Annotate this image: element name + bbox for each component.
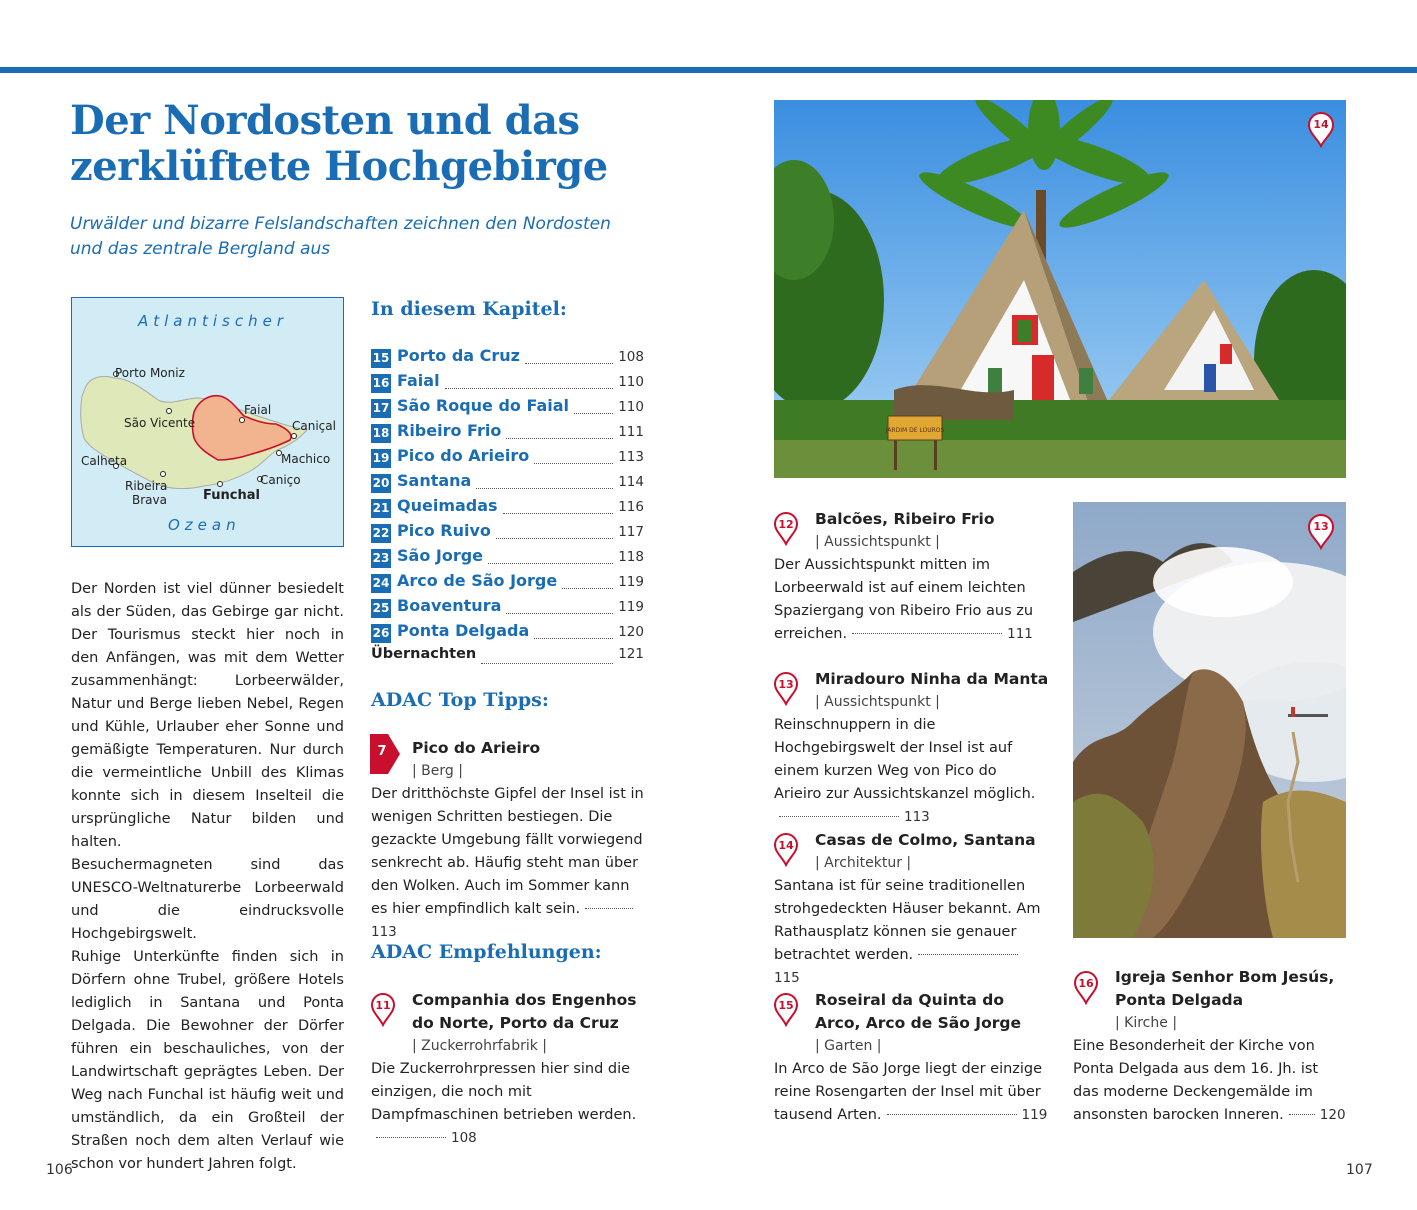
top-tipp-title: Pico do Arieiro xyxy=(412,739,541,757)
chapter-page: 111 xyxy=(618,424,644,440)
place-dot xyxy=(161,472,166,477)
recommendation-category: | Zuckerrohrfabrik | xyxy=(412,1038,548,1054)
chapter-number: 22 xyxy=(371,524,391,543)
sign-text: JARDIM DE LOUROS xyxy=(885,427,945,434)
chapter-label: Pico Ruivo xyxy=(397,521,491,540)
chapter-number: 16 xyxy=(371,374,391,393)
marker-number: 15 xyxy=(778,999,794,1012)
chapter-item[interactable] xyxy=(371,421,644,446)
place-label: Caniço xyxy=(260,473,301,487)
entry-description: Santana ist für seine traditionellen strohgedeckten Häuser bekannt. Am Rathausplatz können sie genauer betrachtet werden.115 xyxy=(774,878,1041,986)
page-subtitle: Urwälder und bizarre Felslandschaften zeichnen den Nordosten und das zentrale Bergland aus xyxy=(70,214,611,259)
entry-category: | Kirche | xyxy=(1115,1015,1178,1031)
recommendation-title: Companhia dos Engenhos do Norte, Porto da Cruz xyxy=(412,991,637,1032)
place-label: Caniçal xyxy=(292,419,336,433)
houses-illustration xyxy=(774,100,1346,478)
chapter-item[interactable] xyxy=(371,621,644,646)
chapter-label: Pico do Arieiro xyxy=(397,446,530,465)
chapter-number: 26 xyxy=(371,624,391,643)
chapter-number: 15 xyxy=(371,349,391,368)
chapter-number: 24 xyxy=(371,574,391,593)
leader-dots xyxy=(496,538,613,539)
place-dot xyxy=(167,409,172,414)
chapter-item[interactable] xyxy=(371,596,644,621)
chapter-label: São Roque do Faial xyxy=(397,396,570,415)
entry-description: Eine Besonderheit der Kirche von Ponta Delgada aus dem 16. Jh. ist das moderne Deckengemälde im ansonsten barocken Inneren. 120 xyxy=(1073,1038,1346,1123)
place-dot xyxy=(240,418,245,423)
chapter-label: Faial xyxy=(397,371,440,390)
chapter-item[interactable] xyxy=(371,496,644,521)
chapter-label: São Jorge xyxy=(397,546,484,565)
place-label: Porto Moniz xyxy=(115,366,185,380)
mountain-illustration xyxy=(1073,502,1346,938)
entry-title: Roseiral da Quinta do Arco, Arco de São Jorge xyxy=(815,991,1021,1032)
place-label: Faial xyxy=(244,403,272,417)
chapter-heading: In diesem Kapitel: xyxy=(371,298,567,320)
photo-casas-de-colmo xyxy=(774,100,1346,478)
page-number-left: 106 xyxy=(46,1162,73,1178)
chapter-page: 108 xyxy=(618,349,644,365)
entry-description: Reinschnuppern in die Hochgebirgswelt der Insel ist auf einem kurzen Weg von Pico do Arieiro zur Aussichtskanzel möglich.113 xyxy=(774,717,1036,825)
intro-paragraph: Ruhige Unterkünfte finden sich in Dörfern ohne Trubel, größere Hotels lediglich in Santana und Ponta Delgada. Die Bewohner der Dörfer führen ein beschauliches, von der Landwirtschaft geprägtes Leben. Der Weg nach Funchal ist häufig weit und umständlich, da ein Großteil der Straßen noch dem alten Verlauf wie schon vor hundert Jahren folgt. xyxy=(71,949,344,1172)
chapter-item[interactable] xyxy=(371,371,644,396)
top-tipp-category: | Berg | xyxy=(412,763,463,779)
chapter-number: 17 xyxy=(371,399,391,418)
entry-category: | Aussichtspunkt | xyxy=(815,534,940,550)
chapter-item[interactable] xyxy=(371,471,644,496)
leader-dots xyxy=(481,663,613,664)
marker-number: 13 xyxy=(1313,520,1329,533)
place-dot xyxy=(218,482,223,487)
chapter-number: 18 xyxy=(371,424,391,443)
entry-title: Casas de Colmo, Santana xyxy=(815,831,1036,849)
chapter-page: 110 xyxy=(618,374,644,390)
chapter-page: 119 xyxy=(618,599,644,615)
empfehlungen-heading: ADAC Empfehlungen: xyxy=(371,941,602,963)
entry-category: | Aussichtspunkt | xyxy=(815,694,940,710)
chapter-page: 113 xyxy=(618,449,644,465)
chapter-item[interactable] xyxy=(371,571,644,596)
chapter-page: 114 xyxy=(618,474,644,490)
chapter-page: 116 xyxy=(618,499,644,515)
leader-dots xyxy=(534,463,613,464)
leader-dots xyxy=(445,388,614,389)
chapter-number: 23 xyxy=(371,549,391,568)
marker-number: 11 xyxy=(375,999,391,1012)
intro-paragraph: Besuchermagneten sind das UNESCO-Weltnaturerbe Lorbeerwald und die eindrucksvolle Hochgebirgswelt. xyxy=(71,857,344,942)
chapter-item[interactable] xyxy=(371,396,644,421)
photo-miradouro xyxy=(1073,502,1346,938)
chapter-page: 117 xyxy=(618,524,644,540)
chapter-item[interactable] xyxy=(371,546,644,571)
intro-text xyxy=(71,578,344,1176)
leader-dots xyxy=(574,413,613,414)
chapter-item[interactable] xyxy=(371,346,644,371)
recommendation-description: Die Zuckerrohrpressen hier sind die einzigen, die noch mit Dampfmaschinen betrieben werden.108 xyxy=(371,1061,637,1146)
chapter-label: Ponta Delgada xyxy=(397,621,530,640)
chapter-number: 19 xyxy=(371,449,391,468)
leader-dots xyxy=(506,438,613,439)
chapter-label: Porto da Cruz xyxy=(397,346,520,365)
place-label: Ribeira xyxy=(125,479,168,493)
top-rule xyxy=(0,67,1417,73)
marker-number: 12 xyxy=(778,518,794,531)
entry-description: Der Aussichtspunkt mitten im Lorbeerwald ist auf einem leichten Spaziergang von Ribeiro Frio aus zu erreichen. 111 xyxy=(774,557,1034,642)
place-label: São Vicente xyxy=(124,416,196,430)
leader-dots xyxy=(534,638,613,639)
top-tipps-heading: ADAC Top Tipps: xyxy=(371,689,549,711)
leader-dots xyxy=(503,513,614,514)
leader-dots xyxy=(488,563,613,564)
chapter-item[interactable] xyxy=(371,446,644,471)
entry-title: Balcões, Ribeiro Frio xyxy=(815,510,995,528)
chapter-label: Santana xyxy=(397,471,472,490)
chapter-page: 119 xyxy=(618,574,644,590)
entry-title: Miradouro Ninha da Manta xyxy=(815,670,1049,688)
chapter-label: Ribeiro Frio xyxy=(397,421,502,440)
chapter-label: Queimadas xyxy=(397,496,498,515)
chapter-page: 110 xyxy=(618,399,644,415)
top-tipp-description: Der dritthöchste Gipfel der Insel ist in wenigen Schritten bestiegen. Die gezackte Umgebung fällt vorwiegend senkrecht ab. Häufig steht man über den Wolken. Auch im Sommer kann es hier empfindlich kalt sein.113 xyxy=(371,786,644,940)
entry-category: | Garten | xyxy=(815,1038,882,1054)
intro-paragraph: Der Norden ist viel dünner besiedelt als der Süden, das Gebirge gar nicht. Der Tourismus steckt hier noch in den Anfängen, was mit dem Wetter zusammenhängt: Lorbeerwälder, Natur und Berge lieben Nebel, Regen und Kühle, Urlauber eher Sonne und gemäßigte Temperaturen. Nur durch die vermeintliche Unbill des Klimas konnte sich in diesem Inselteil die ursprüngliche Natur bilden und halten. xyxy=(71,581,344,850)
region-map xyxy=(71,297,344,547)
marker-number: 13 xyxy=(778,678,794,691)
chapter-number: 25 xyxy=(371,599,391,618)
chapter-item[interactable] xyxy=(371,521,644,546)
chapter-label: Boaventura xyxy=(397,596,502,615)
leader-dots xyxy=(506,613,613,614)
chapter-label: Arco de São Jorge xyxy=(397,571,558,590)
overnight-label: Übernachten xyxy=(371,646,477,662)
chapter-page: 120 xyxy=(618,624,644,640)
leader-dots xyxy=(525,363,613,364)
chapter-number: 20 xyxy=(371,474,391,493)
capital-label: Funchal xyxy=(203,488,260,503)
chapter-number: 21 xyxy=(371,499,391,518)
sea-label-top: Atlantischer xyxy=(138,312,289,330)
page-number-right: 107 xyxy=(1346,1162,1373,1178)
marker-number: 14 xyxy=(778,839,794,852)
leader-dots xyxy=(562,588,613,589)
top-tipp-badge-number: 7 xyxy=(377,744,387,759)
place-label: Machico xyxy=(281,452,331,466)
place-dot xyxy=(292,434,297,439)
marker-number: 16 xyxy=(1078,977,1094,990)
marker-number: 14 xyxy=(1313,118,1329,131)
place-label: Brava xyxy=(132,493,167,507)
sea-label-bottom: Ozean xyxy=(168,516,241,534)
place-label: Calheta xyxy=(81,454,128,468)
overnight-item[interactable] xyxy=(371,646,644,671)
entry-title: Igreja Senhor Bom Jesús, Ponta Delgada xyxy=(1115,968,1335,1009)
page-title: Der Nordosten und das zerklüftete Hochgebirge xyxy=(70,97,608,190)
overnight-page: 121 xyxy=(618,646,644,662)
entry-category: | Architektur | xyxy=(815,855,912,871)
entry-description: In Arco de São Jorge liegt der einzige reine Rosengarten der Insel mit über tausend Arten. 119 xyxy=(774,1061,1048,1123)
chapter-page: 118 xyxy=(618,549,644,565)
leader-dots xyxy=(476,488,613,489)
chapter-list xyxy=(371,346,644,671)
